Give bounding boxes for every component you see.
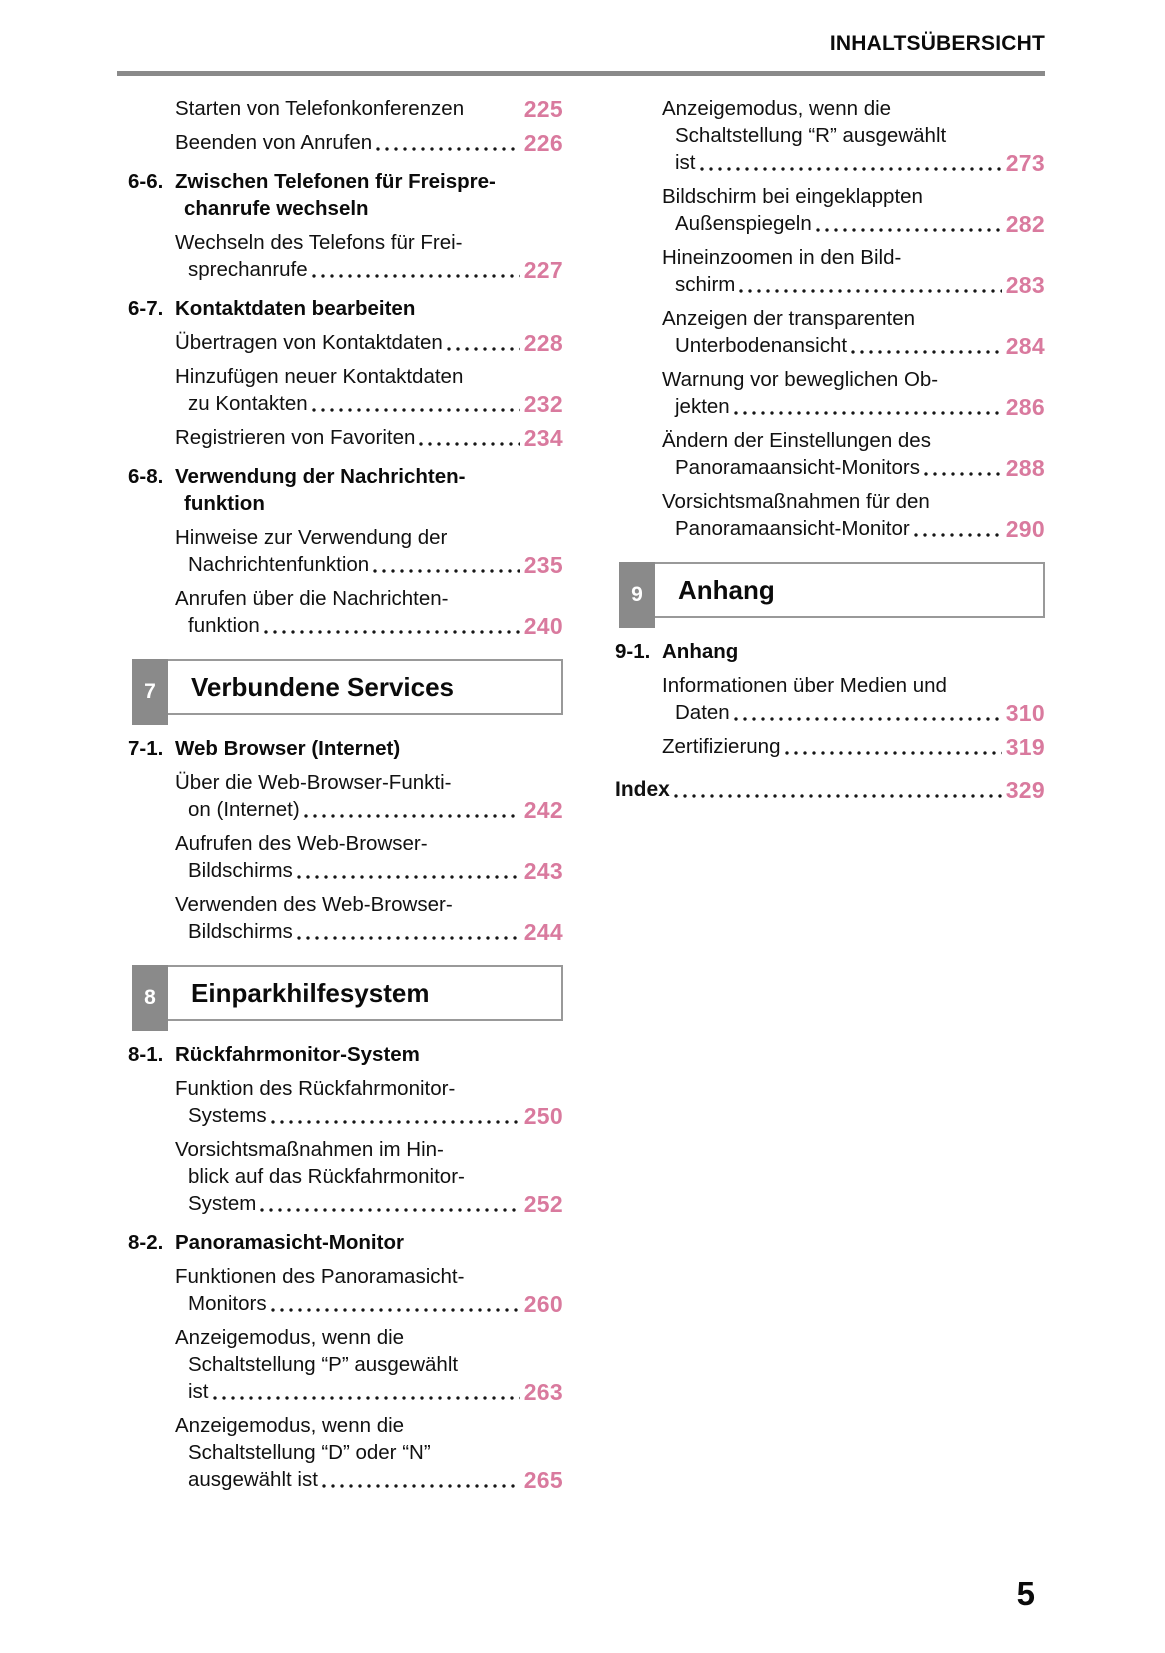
section-title-line: Anhang xyxy=(662,640,739,663)
toc-entry-line xyxy=(615,776,1045,803)
toc-entry-line xyxy=(662,393,1045,420)
section-title-line: Verwendung der Nachrichten- xyxy=(175,465,466,488)
toc-page-ref: 252 xyxy=(523,1191,563,1217)
toc-entry-line: Ändern der Einstellungen des xyxy=(662,429,931,452)
toc-entry-line xyxy=(175,1190,563,1217)
toc-entry xyxy=(128,769,563,823)
toc-page-ref: 265 xyxy=(523,1467,563,1493)
toc-entry xyxy=(128,1412,563,1493)
dot-leader xyxy=(851,350,1002,354)
chapter-heading xyxy=(132,659,563,715)
toc-entry-line xyxy=(662,515,1045,542)
dot-leader xyxy=(297,875,520,879)
toc-entry xyxy=(615,244,1045,298)
toc-page-ref: 225 xyxy=(523,96,563,122)
chapter-number-badge: 9 xyxy=(619,562,655,628)
dot-leader xyxy=(734,411,1002,415)
toc-entry-line: Schaltstellung “P” ausgewählt xyxy=(188,1353,459,1376)
toc-entry xyxy=(128,229,563,283)
dot-leader xyxy=(734,717,1002,721)
toc-entry-line: Funktion des Rückfahrmonitor- xyxy=(175,1077,456,1100)
dot-leader xyxy=(447,347,520,351)
chapter-heading xyxy=(132,965,563,1021)
toc-entry xyxy=(615,488,1045,542)
dot-leader xyxy=(700,167,1002,171)
toc-entry-line xyxy=(662,733,1045,760)
section-title-line: Web Browser (Internet) xyxy=(175,737,401,760)
toc-entry-line: Anzeigemodus, wenn die xyxy=(662,97,892,120)
toc-entry-text: Systems xyxy=(188,1104,267,1127)
toc-entry-line: Aufrufen des Web-Browser- xyxy=(175,832,428,855)
toc-page-ref: 235 xyxy=(523,552,563,578)
toc-column-right xyxy=(615,95,1045,810)
toc-entry-text: funktion xyxy=(188,614,260,637)
toc-entry-text: sprechanrufe xyxy=(188,258,308,281)
toc-entry-line xyxy=(175,1102,563,1129)
toc-page-ref: 240 xyxy=(523,613,563,639)
toc-entry-line xyxy=(662,210,1045,237)
page-number: 5 xyxy=(1016,1575,1035,1612)
section-number: 6-8. xyxy=(128,465,164,488)
toc-page-ref: 260 xyxy=(523,1291,563,1317)
toc-entry-text: ist xyxy=(188,1380,209,1403)
section-title-line: chanrufe wechseln xyxy=(184,197,369,220)
toc-entry-text: Panoramaansicht-Monitors xyxy=(675,456,920,479)
section-heading xyxy=(128,463,563,517)
section-heading xyxy=(128,1229,563,1256)
toc-entry-line: Informationen über Medien und xyxy=(662,674,947,697)
toc-entry xyxy=(615,776,1045,803)
section-heading xyxy=(615,638,1045,665)
toc-entry-text: ausgewählt ist xyxy=(188,1468,318,1491)
toc-entry-line xyxy=(175,1290,563,1317)
toc-entry-line: Vorsichtsmaßnahmen im Hin- xyxy=(175,1138,444,1161)
dot-leader xyxy=(297,936,520,940)
toc-page-ref: 273 xyxy=(1005,150,1045,176)
toc-entry-line: Über die Web-Browser-Funkti- xyxy=(175,771,452,794)
section-heading xyxy=(128,168,563,222)
section-title-line: funktion xyxy=(184,492,265,515)
toc-entry-line: Anzeigemodus, wenn die xyxy=(175,1326,405,1349)
toc-entry-line xyxy=(175,1466,563,1493)
toc-page-ref: 244 xyxy=(523,919,563,945)
toc-entry xyxy=(128,1136,563,1217)
toc-entry-line: Bildschirm bei eingeklappten xyxy=(662,185,923,208)
chapter-heading xyxy=(619,562,1045,618)
toc-entry-text: on (Internet) xyxy=(188,798,300,821)
chapter-number-badge: 7 xyxy=(132,659,168,725)
toc-entry-line xyxy=(175,329,563,356)
toc-entry-line: Verwenden des Web-Browser- xyxy=(175,893,453,916)
section-heading xyxy=(128,1041,563,1068)
toc-entry-text: Beenden von Anrufen xyxy=(175,131,373,154)
toc-entry-line xyxy=(175,424,563,451)
toc-entry-line: Warnung vor beweglichen Ob- xyxy=(662,368,939,391)
toc-entry-text: ist xyxy=(675,151,696,174)
toc-entry-line: Funktionen des Panoramasicht- xyxy=(175,1265,465,1288)
toc-entry xyxy=(128,1324,563,1405)
toc-page-ref: 242 xyxy=(523,797,563,823)
toc-page-ref: 288 xyxy=(1005,455,1045,481)
toc-entry-line xyxy=(175,390,563,417)
toc-entry-text: schirm xyxy=(675,273,736,296)
toc-entry-line: Schaltstellung “D” oder “N” xyxy=(188,1441,431,1464)
toc-entry-text: jekten xyxy=(675,395,730,418)
toc-entry xyxy=(128,95,563,122)
section-title-line: Rückfahrmonitor-System xyxy=(175,1043,420,1066)
toc-entry xyxy=(128,329,563,356)
dot-leader xyxy=(376,147,520,151)
dot-leader xyxy=(312,408,520,412)
toc-page-ref: 263 xyxy=(523,1379,563,1405)
section-heading xyxy=(128,295,563,322)
toc-entry-line xyxy=(662,699,1045,726)
dot-leader xyxy=(924,472,1002,476)
toc-entry-text: Außenspiegeln xyxy=(675,212,812,235)
dot-leader xyxy=(260,1208,519,1212)
dot-leader xyxy=(914,533,1002,537)
dot-leader xyxy=(264,630,520,634)
toc-page-ref: 232 xyxy=(523,391,563,417)
dot-leader xyxy=(271,1120,520,1124)
toc-page-ref: 286 xyxy=(1005,394,1045,420)
toc-entry-line xyxy=(662,454,1045,481)
toc-entry-line xyxy=(175,796,563,823)
toc-entry-line: Anzeigen der transparenten xyxy=(662,307,916,330)
toc-entry xyxy=(615,183,1045,237)
dot-leader xyxy=(739,289,1001,293)
toc-entry-line xyxy=(175,551,563,578)
toc-entry-line: Anzeigemodus, wenn die xyxy=(175,1414,405,1437)
toc-entry xyxy=(128,1075,563,1129)
toc-page-ref: 250 xyxy=(523,1103,563,1129)
toc-entry xyxy=(615,672,1045,726)
section-number: 9-1. xyxy=(615,640,651,663)
dot-leader xyxy=(373,569,520,573)
toc-page-ref: 243 xyxy=(523,858,563,884)
dot-leader xyxy=(816,228,1002,232)
toc-entry-line xyxy=(175,918,563,945)
toc-entry-text: Starten von Telefonkonferenzen xyxy=(175,97,465,120)
toc-entry-text: Übertragen von Kontaktdaten xyxy=(175,331,443,354)
toc-entry-line xyxy=(175,612,563,639)
toc-entry-text: Bildschirms xyxy=(188,920,293,943)
toc-page-ref: 284 xyxy=(1005,333,1045,359)
toc-entry xyxy=(128,424,563,451)
section-number: 6-7. xyxy=(128,297,164,320)
toc-entry-text: zu Kontakten xyxy=(188,392,308,415)
toc-entry-line xyxy=(662,149,1045,176)
section-heading xyxy=(128,735,563,762)
toc-page-ref: 310 xyxy=(1005,700,1045,726)
toc-entry-text: Zertifizierung xyxy=(662,735,781,758)
toc-entry xyxy=(128,830,563,884)
section-number: 7-1. xyxy=(128,737,164,760)
toc-entry xyxy=(615,366,1045,420)
toc-page-ref: 228 xyxy=(523,330,563,356)
toc-entry-text: Index xyxy=(615,778,670,801)
toc-entry-line: Hineinzoomen in den Bild- xyxy=(662,246,902,269)
chapter-title: Einparkhilfesystem xyxy=(191,977,430,1008)
toc-entry xyxy=(615,95,1045,176)
toc-entry-line xyxy=(175,1378,563,1405)
toc-entry-line: Hinzufügen neuer Kontaktdaten xyxy=(175,365,464,388)
toc-entry-line: Wechseln des Telefons für Frei- xyxy=(175,231,463,254)
toc-entry-line xyxy=(662,332,1045,359)
toc-entry-line: Schaltstellung “R” ausgewählt xyxy=(675,124,947,147)
chapter-title: Verbundene Services xyxy=(191,671,455,702)
toc-entry-line xyxy=(662,271,1045,298)
toc-entry-text: Daten xyxy=(675,701,730,724)
toc-entry-line xyxy=(175,256,563,283)
toc-entry xyxy=(128,585,563,639)
toc-entry xyxy=(615,305,1045,359)
toc-columns xyxy=(128,95,1045,1500)
section-number: 8-2. xyxy=(128,1231,164,1254)
dot-leader xyxy=(271,1308,520,1312)
toc-page-ref: 319 xyxy=(1005,734,1045,760)
section-number: 8-1. xyxy=(128,1043,164,1066)
section-title-line: Panoramasicht-Monitor xyxy=(175,1231,404,1254)
dot-leader xyxy=(304,814,520,818)
toc-page-ref: 290 xyxy=(1005,516,1045,542)
toc-entry-line: Hinweise zur Verwendung der xyxy=(175,526,448,549)
toc-page-ref: 282 xyxy=(1005,211,1045,237)
toc-entry-text: Bildschirms xyxy=(188,859,293,882)
section-title-line: Zwischen Telefonen für Freispre- xyxy=(175,170,496,193)
toc-entry xyxy=(615,733,1045,760)
page-header-title: INHALTSÜBERSICHT xyxy=(829,32,1045,55)
toc-page-ref: 227 xyxy=(523,257,563,283)
toc-entry xyxy=(128,1263,563,1317)
toc-entry-line xyxy=(175,129,563,156)
toc-entry-text: Monitors xyxy=(188,1292,267,1315)
section-number: 6-6. xyxy=(128,170,164,193)
toc-entry xyxy=(128,891,563,945)
toc-entry xyxy=(128,363,563,417)
dot-leader xyxy=(322,1484,520,1488)
toc-entry-line: blick auf das Rückfahrmonitor- xyxy=(188,1165,465,1188)
toc-entry-line: Anrufen über die Nachrichten- xyxy=(175,587,449,610)
dot-leader xyxy=(674,794,1002,798)
toc-entry-text: Registrieren von Favoriten xyxy=(175,426,416,449)
dot-leader xyxy=(464,113,523,117)
toc-entry-line xyxy=(175,857,563,884)
dot-leader xyxy=(785,751,1002,755)
chapter-number-badge: 8 xyxy=(132,965,168,1031)
toc-entry-text: System xyxy=(188,1192,257,1215)
toc-entry xyxy=(615,427,1045,481)
toc-entry xyxy=(128,524,563,578)
toc-column-left xyxy=(128,95,563,1500)
toc-entry-text: Unterbodenansicht xyxy=(675,334,848,357)
toc-page-ref: 329 xyxy=(1005,777,1045,803)
dot-leader xyxy=(213,1396,520,1400)
toc-entry xyxy=(128,129,563,156)
toc-page-ref: 234 xyxy=(523,425,563,451)
section-title-line: Kontaktdaten bearbeiten xyxy=(175,297,416,320)
toc-page-ref: 226 xyxy=(523,130,563,156)
toc-page-ref: 283 xyxy=(1005,272,1045,298)
chapter-title: Anhang xyxy=(678,574,775,605)
toc-entry-line xyxy=(175,95,563,122)
dot-leader xyxy=(419,442,519,446)
toc-entry-line: Vorsichtsmaßnahmen für den xyxy=(662,490,930,513)
header-rule xyxy=(117,71,1045,76)
dot-leader xyxy=(312,274,520,278)
toc-entry-text: Nachrichtenfunktion xyxy=(188,553,370,576)
toc-entry-text: Panoramaansicht-Monitor xyxy=(675,517,910,540)
